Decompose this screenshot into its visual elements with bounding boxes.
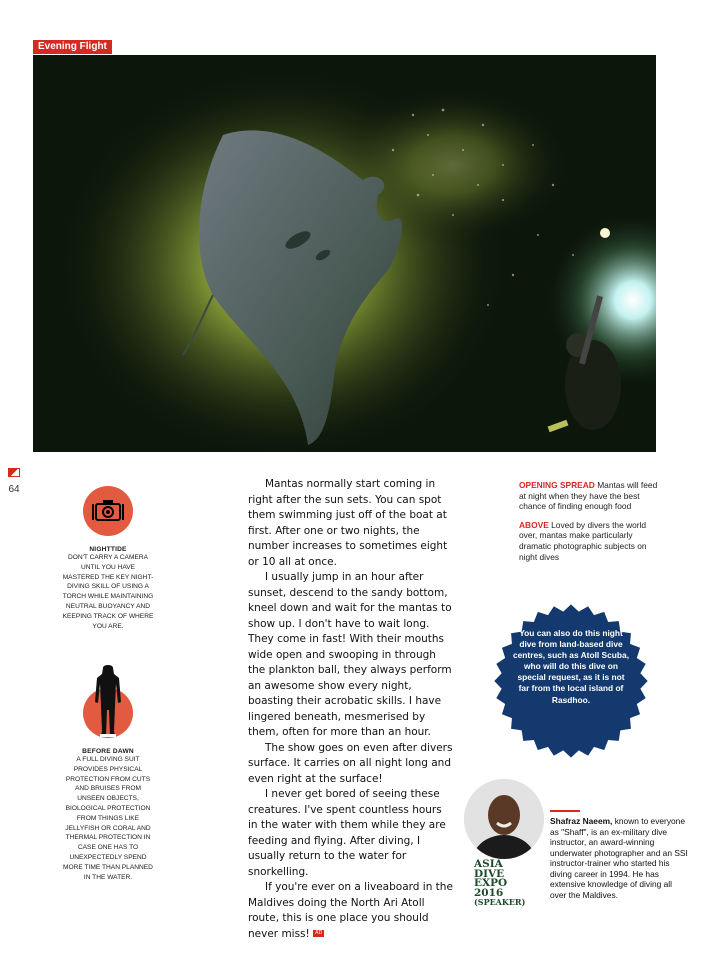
tip-title: NIGHTTIDE <box>89 546 127 553</box>
tip-title: BEFORE DAWN <box>82 748 134 755</box>
article-paragraph-last <box>248 880 454 942</box>
caption-above <box>519 520 659 562</box>
tip-before-dawn <box>62 672 154 882</box>
author-bio <box>550 816 690 900</box>
article-paragraph: Mantas normally start coming in right after the sun sets. You can spot them swimming just off of the boat at first. After one or two nights, the number increases to sometimes eight or 10 all at once. <box>248 478 448 568</box>
article-paragraph: I usually jump in an hour after sunset, descend to the sandy bottom, kneel down and wait for the mantas to show up. I don't have to wait long. They come in fast! With their mouths wide open and swooping in through the plankton ball, they always perform an awesome show every night, boasting their acrobatic skills. I have lingered beneath, mesmerised by them, often for more than an hour. <box>248 571 452 738</box>
badge-line: 2016 <box>474 886 504 899</box>
tip-body: A FULL DIVING SUIT PROVIDES PHYSICAL PROTECTION FROM CUTS AND BRUISES FROM UNSEEN OBJECTS, BIOLOGICAL PROTECTION FROM THINGS LIKE JELLYFISH OR CORAL AND THERMAL PROTECTION IN CASE ONE HAS TO UNEXPECTEDLY SPEND MORE TIME THAN PLANNED IN THE WATER. <box>63 756 153 881</box>
asia-dive-expo-badge <box>474 860 525 908</box>
caption-opening <box>519 480 659 512</box>
end-mark: AD <box>315 930 323 936</box>
caption-text: Loved by divers the world over, mantas make particularly dramatic photographic subjects on night dives <box>519 519 647 562</box>
captions <box>519 480 659 570</box>
section-tag: Evening Flight <box>33 40 112 54</box>
author-name: Shafraz Naeem, <box>550 816 613 826</box>
article-paragraph: I never get bored of seeing these creatures. I've spent countless hours in the water with them while they are feeding and flying. After diving, I usually return to the water for snorkelling. <box>248 788 446 878</box>
page-number-text: 64 <box>8 484 20 495</box>
author-photo <box>464 779 544 859</box>
hero-photo <box>33 55 656 452</box>
badge-line: DIVE <box>474 867 505 880</box>
dive-flag-icon <box>8 468 20 477</box>
page-number <box>4 468 24 497</box>
wetsuit-icon <box>83 688 133 738</box>
badge-line: ASIA <box>474 858 503 870</box>
author-description: known to everyone as "Shaff", is an ex-military dive instructor, an award-winning underwater photographer and an SSI instructor-trainer who started his diving career in 1994. He has extensive knowledge of diving all over the Maldives. <box>550 816 688 900</box>
tip-nighttide <box>62 486 154 631</box>
article-paragraph: If you're ever on a liveaboard in the Maldives doing the North Ari Atoll route, this is one place you should never miss! <box>248 881 453 940</box>
caption-label: ABOVE <box>519 519 549 530</box>
camera-icon <box>83 486 133 536</box>
article-body <box>248 477 454 942</box>
callout-text: You can also do this night dive from land-based dive centres, such as Atoll Scuba, who will do this dive on special request, as it is not far from the local island of Rasdhoo. <box>512 628 630 705</box>
article-paragraph: The show goes on even after divers surface. It carries on all night long and even right at the surface! <box>248 741 453 785</box>
badge-line: EXPO <box>474 877 508 889</box>
tip-body: DON'T CARRY A CAMERA UNTIL YOU HAVE MASTERED THE KEY NIGHT-DIVING SKILL OF USING A TORCH WHILE MAINTAINING NEUTRAL BUOYANCY AND KEEPING TRACK OF WHERE YOU ARE. <box>62 554 154 630</box>
caption-label: OPENING SPREAD <box>519 480 595 490</box>
badge-speaker: (SPEAKER) <box>474 897 526 907</box>
bio-rule <box>550 810 580 812</box>
caption-text: Mantas will feed at night when they have the best chance of finding enough food <box>519 480 658 512</box>
